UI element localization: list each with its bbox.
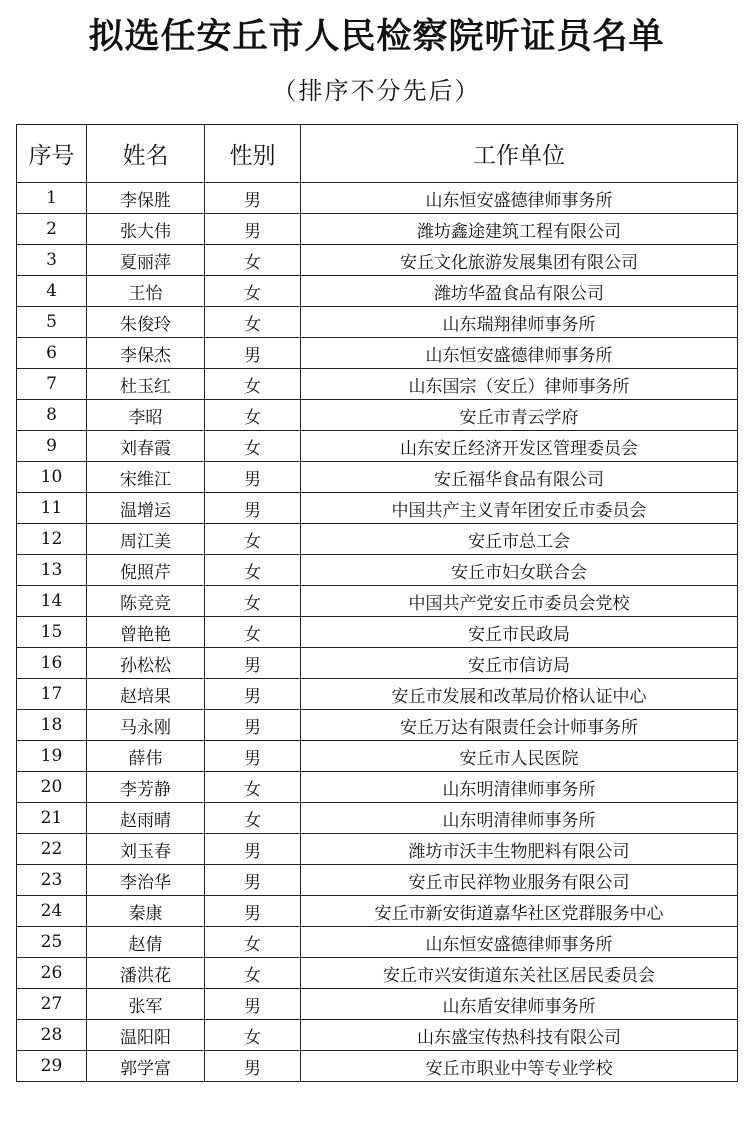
- row-organization: 安丘市兴安街道东关社区居民委员会: [301, 958, 738, 989]
- row-gender: 男: [205, 648, 301, 679]
- row-number: 9: [17, 431, 87, 462]
- row-name: 马永刚: [87, 710, 205, 741]
- table-row: [17, 772, 738, 803]
- row-gender: 女: [205, 772, 301, 803]
- row-organization: 山东恒安盛德律师事务所: [301, 338, 738, 369]
- table-row: [17, 555, 738, 586]
- row-gender: 男: [205, 493, 301, 524]
- table-row: [17, 276, 738, 307]
- row-name: 李治华: [87, 865, 205, 896]
- table-row: [17, 679, 738, 710]
- table-row: [17, 493, 738, 524]
- page-title: 拟选任安丘市人民检察院听证员名单: [88, 17, 665, 57]
- table-row: [17, 431, 738, 462]
- row-gender: 女: [205, 958, 301, 989]
- row-name: 薛伟: [87, 741, 205, 772]
- table-row: [17, 307, 738, 338]
- row-organization: 山东盾安律师事务所: [301, 989, 738, 1020]
- row-number: 3: [17, 245, 87, 276]
- row-number: 13: [17, 555, 87, 586]
- row-name: 周江美: [87, 524, 205, 555]
- table-row: [17, 462, 738, 493]
- table-row: [17, 648, 738, 679]
- row-gender: 男: [205, 183, 301, 214]
- row-number: 29: [17, 1051, 87, 1082]
- row-name: 宋维江: [87, 462, 205, 493]
- row-name: 赵雨晴: [87, 803, 205, 834]
- row-gender: 男: [205, 1051, 301, 1082]
- row-organization: 山东明清律师事务所: [301, 803, 738, 834]
- row-number: 11: [17, 493, 87, 524]
- table-row: [17, 369, 738, 400]
- row-gender: 男: [205, 834, 301, 865]
- row-gender: 女: [205, 369, 301, 400]
- row-name: 温阳阳: [87, 1020, 205, 1051]
- row-name: 陈竞竞: [87, 586, 205, 617]
- row-number: 17: [17, 679, 87, 710]
- row-organization: 安丘市新安街道嘉华社区党群服务中心: [301, 896, 738, 927]
- row-number: 5: [17, 307, 87, 338]
- table-row: [17, 865, 738, 896]
- row-organization: 安丘市妇女联合会: [301, 555, 738, 586]
- row-organization: 中国共产主义青年团安丘市委员会: [301, 493, 738, 524]
- page-subtitle: （排序不分先后）: [272, 77, 481, 105]
- row-gender: 女: [205, 245, 301, 276]
- row-name: 杜玉红: [87, 369, 205, 400]
- row-organization: 安丘市职业中等专业学校: [301, 1051, 738, 1082]
- row-gender: 男: [205, 214, 301, 245]
- row-number: 6: [17, 338, 87, 369]
- header-gender: 性别: [205, 125, 301, 183]
- row-gender: 男: [205, 462, 301, 493]
- header-organization: 工作单位: [301, 125, 738, 183]
- row-organization: 安丘市信访局: [301, 648, 738, 679]
- row-name: 赵倩: [87, 927, 205, 958]
- row-name: 李芳静: [87, 772, 205, 803]
- row-gender: 女: [205, 803, 301, 834]
- row-gender: 男: [205, 865, 301, 896]
- table-header: [17, 125, 738, 183]
- row-organization: 山东明清律师事务所: [301, 772, 738, 803]
- row-name: 王怡: [87, 276, 205, 307]
- table-row: [17, 741, 738, 772]
- row-gender: 女: [205, 307, 301, 338]
- row-number: 20: [17, 772, 87, 803]
- row-organization: 安丘文化旅游发展集团有限公司: [301, 245, 738, 276]
- row-number: 19: [17, 741, 87, 772]
- row-gender: 男: [205, 989, 301, 1020]
- row-number: 15: [17, 617, 87, 648]
- row-number: 18: [17, 710, 87, 741]
- row-organization: 山东恒安盛德律师事务所: [301, 183, 738, 214]
- table-row: [17, 245, 738, 276]
- row-number: 1: [17, 183, 87, 214]
- row-organization: 潍坊华盈食品有限公司: [301, 276, 738, 307]
- row-organization: 安丘万达有限责任会计师事务所: [301, 710, 738, 741]
- row-gender: 男: [205, 710, 301, 741]
- row-gender: 女: [205, 431, 301, 462]
- row-number: 26: [17, 958, 87, 989]
- row-organization: 潍坊市沃丰生物肥料有限公司: [301, 834, 738, 865]
- row-organization: 安丘福华食品有限公司: [301, 462, 738, 493]
- row-number: 12: [17, 524, 87, 555]
- row-name: 秦康: [87, 896, 205, 927]
- row-name: 温增运: [87, 493, 205, 524]
- table-row: [17, 834, 738, 865]
- table-row: [17, 524, 738, 555]
- row-name: 李保杰: [87, 338, 205, 369]
- row-gender: 男: [205, 741, 301, 772]
- header-name: 姓名: [87, 125, 205, 183]
- row-name: 倪照芹: [87, 555, 205, 586]
- row-name: 李昭: [87, 400, 205, 431]
- row-gender: 女: [205, 617, 301, 648]
- header-number: 序号: [17, 125, 87, 183]
- header-row: [17, 125, 738, 183]
- roster-table: [16, 124, 738, 1082]
- table-row: [17, 989, 738, 1020]
- row-gender: 女: [205, 555, 301, 586]
- row-name: 郭学富: [87, 1051, 205, 1082]
- row-number: 14: [17, 586, 87, 617]
- row-gender: 女: [205, 276, 301, 307]
- table-row: [17, 338, 738, 369]
- row-name: 张大伟: [87, 214, 205, 245]
- row-organization: 山东盛宝传热科技有限公司: [301, 1020, 738, 1051]
- row-organization: 安丘市青云学府: [301, 400, 738, 431]
- row-name: 孙松松: [87, 648, 205, 679]
- row-number: 21: [17, 803, 87, 834]
- row-organization: 安丘市总工会: [301, 524, 738, 555]
- row-organization: 安丘市民祥物业服务有限公司: [301, 865, 738, 896]
- row-name: 张军: [87, 989, 205, 1020]
- table-row: [17, 1020, 738, 1051]
- table-row: [17, 710, 738, 741]
- row-organization: 安丘市发展和改革局价格认证中心: [301, 679, 738, 710]
- row-number: 28: [17, 1020, 87, 1051]
- table-body: [17, 183, 738, 1082]
- row-number: 27: [17, 989, 87, 1020]
- row-gender: 女: [205, 400, 301, 431]
- table-row: [17, 958, 738, 989]
- row-number: 2: [17, 214, 87, 245]
- row-number: 23: [17, 865, 87, 896]
- table-row: [17, 1051, 738, 1082]
- row-organization: 山东恒安盛德律师事务所: [301, 927, 738, 958]
- row-organization: 山东国宗（安丘）律师事务所: [301, 369, 738, 400]
- row-name: 刘春霞: [87, 431, 205, 462]
- row-number: 10: [17, 462, 87, 493]
- row-gender: 男: [205, 896, 301, 927]
- row-organization: 山东安丘经济开发区管理委员会: [301, 431, 738, 462]
- table-row: [17, 617, 738, 648]
- table-row: [17, 400, 738, 431]
- row-gender: 男: [205, 679, 301, 710]
- row-organization: 安丘市人民医院: [301, 741, 738, 772]
- row-name: 曾艳艳: [87, 617, 205, 648]
- row-gender: 男: [205, 338, 301, 369]
- row-number: 24: [17, 896, 87, 927]
- row-number: 8: [17, 400, 87, 431]
- table-row: [17, 586, 738, 617]
- row-organization: 山东瑞翔律师事务所: [301, 307, 738, 338]
- table-row: [17, 896, 738, 927]
- row-name: 朱俊玲: [87, 307, 205, 338]
- table-row: [17, 183, 738, 214]
- table-row: [17, 927, 738, 958]
- row-name: 李保胜: [87, 183, 205, 214]
- row-number: 4: [17, 276, 87, 307]
- table-row: [17, 214, 738, 245]
- row-number: 7: [17, 369, 87, 400]
- row-gender: 女: [205, 1020, 301, 1051]
- row-organization: 中国共产党安丘市委员会党校: [301, 586, 738, 617]
- row-organization: 安丘市民政局: [301, 617, 738, 648]
- row-number: 22: [17, 834, 87, 865]
- row-gender: 女: [205, 586, 301, 617]
- row-number: 25: [17, 927, 87, 958]
- row-gender: 女: [205, 524, 301, 555]
- row-gender: 女: [205, 927, 301, 958]
- row-name: 潘洪花: [87, 958, 205, 989]
- row-name: 赵培果: [87, 679, 205, 710]
- row-name: 刘玉春: [87, 834, 205, 865]
- row-organization: 潍坊鑫途建筑工程有限公司: [301, 214, 738, 245]
- row-name: 夏丽萍: [87, 245, 205, 276]
- table-row: [17, 803, 738, 834]
- row-number: 16: [17, 648, 87, 679]
